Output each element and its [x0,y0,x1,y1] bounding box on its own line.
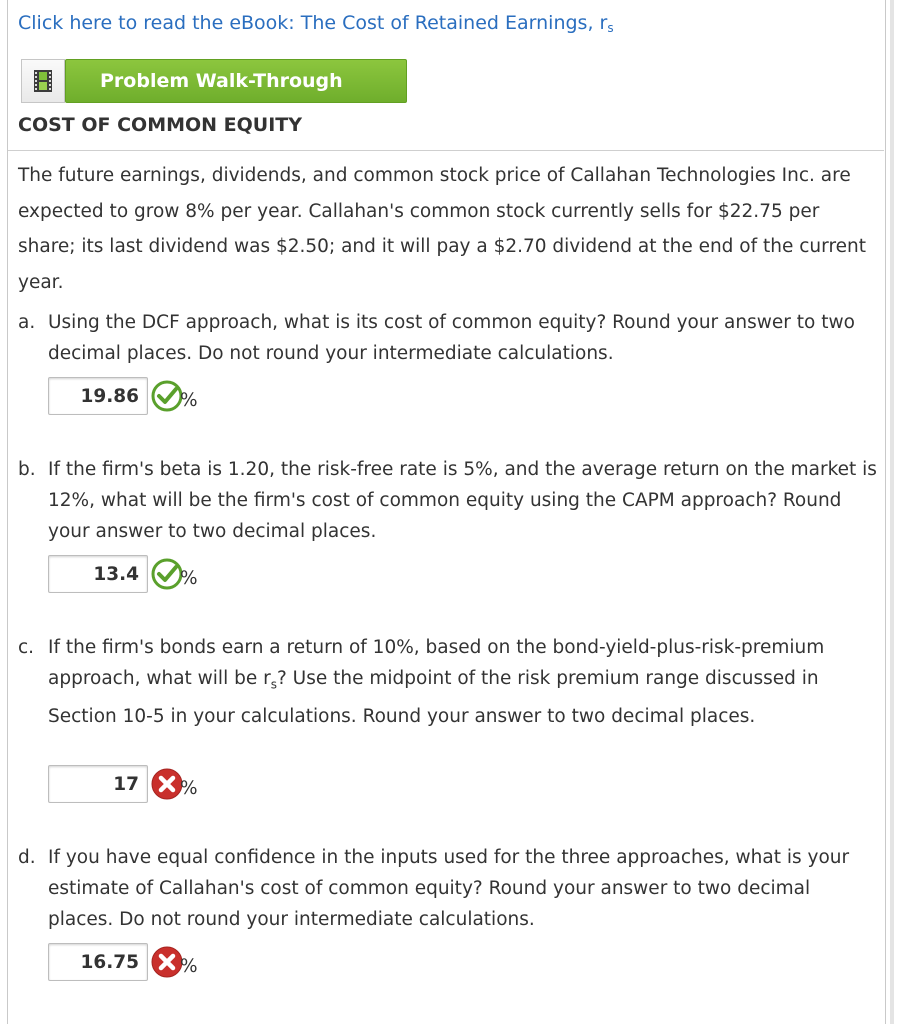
question-c-text: If the firm's bonds earn a return of 10%, based on the bond-yield-plus-risk-premium approach, what will be $r_s$? Use the midpoint of the risk premium range discussed in Section 10-5 in your calculations. Round your answer to two decimal places. [48,637,825,727]
answer-d-unit: % [180,955,198,977]
x-circle-icon [150,767,184,801]
frame-border-left [7,0,8,1024]
divider [8,150,884,151]
question-b-text: If the firm's beta is 1.20, the risk-free rate is 5%, and the average return on the market is 12%, what will be the firm's cost of common equity using the CAPM approach? Round your answer to two decimal places. [48,459,877,542]
question-b-label: b. [18,459,36,480]
question-c-label: c. [18,637,35,658]
answer-a-input[interactable]: 19.86 [48,377,148,415]
question-d-label: d. [18,847,36,868]
scrollbar-track[interactable] [890,0,894,1024]
answer-b-input[interactable]: 13.4 [48,555,148,593]
answer-b [48,553,198,595]
film-icon-button[interactable] [21,59,65,103]
check-circle-icon [150,379,184,413]
question-d-text: If you have equal confidence in the inputs used for the three approaches, what is your estimate of Callahan's cost of common equity? Round your answer to two decimal places. Do not round your intermediate calculations. [48,847,850,930]
problem-intro: The future earnings, dividends, and common stock price of Callahan Technologies Inc. are expected to grow 8% per year. Callahan's common stock currently sells for $22.75 per share; its last dividend was $2.50; and it will pay a $2.70 dividend at the end of the current year. [18,165,867,293]
answer-a [48,375,198,417]
answer-c-input[interactable]: 17 [48,765,148,803]
x-circle-icon [150,945,184,979]
film-icon [34,70,52,92]
ebook-link[interactable]: Click here to read the eBook: The Cost of Retained Earnings, $r_s$ [18,12,614,35]
check-circle-icon [150,557,184,591]
question-a-label: a. [18,312,36,333]
section-title: COST OF COMMON EQUITY [18,114,303,136]
answer-c [48,763,198,805]
walkthrough-row [21,59,407,103]
answer-d [48,941,198,983]
answer-c-unit: % [180,777,198,799]
answer-b-unit: % [180,567,198,589]
question-a-text: Using the DCF approach, what is its cost of common equity? Round your answer to two decimal places. Do not round your intermediate calculations. [48,312,855,364]
answer-d-input[interactable]: 16.75 [48,943,148,981]
answer-a-unit: % [180,389,198,411]
frame-border-right [885,0,886,1024]
problem-walkthrough-button[interactable]: Problem Walk-Through [65,59,407,103]
